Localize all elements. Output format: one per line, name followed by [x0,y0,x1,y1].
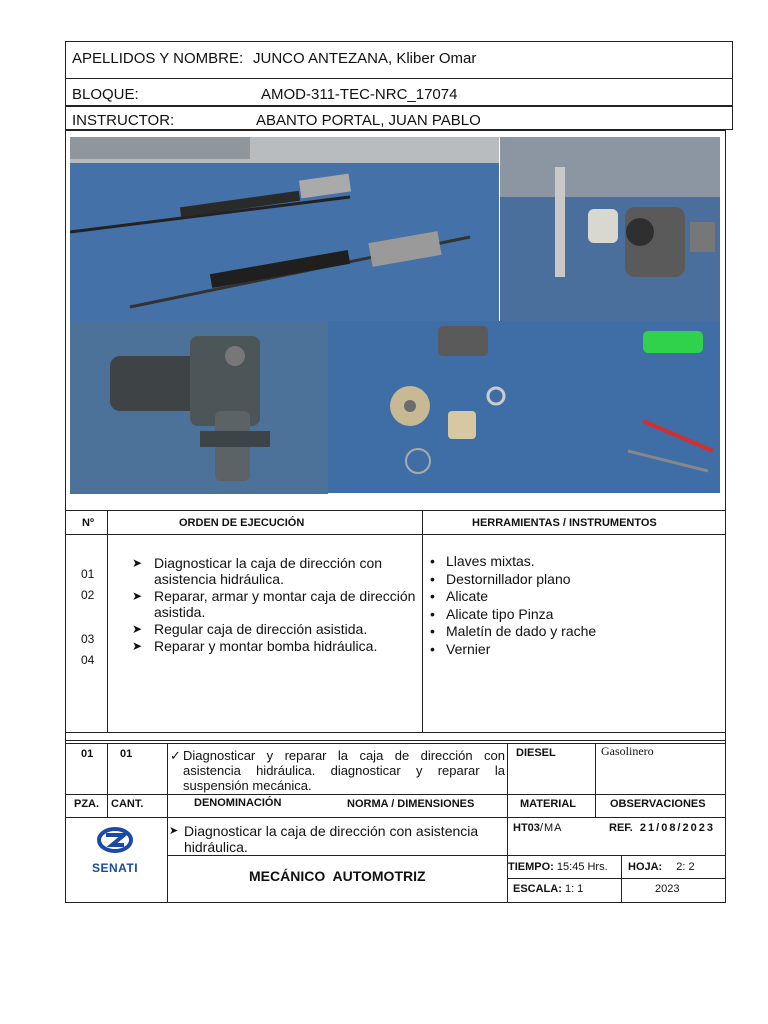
bullet-icon: • [430,623,435,639]
tool-item: • Maletín de dado y rache [430,623,597,639]
steps-list [132,555,422,655]
denominacion-label: DENOMINACIÓN [194,797,282,809]
column-tools-header: HERRAMIENTAS / INSTRUMENTOS [472,517,657,529]
year: 2023 [655,883,680,895]
instructor-label: INSTRUCTOR: [72,112,175,129]
photo-pump-parts [328,321,720,493]
cant-value: 01 [120,748,133,760]
divider [167,855,726,856]
divider [65,817,726,818]
column-order-header: ORDEN DE EJECUCIÓN [179,517,305,529]
cant-label: CANT. [111,798,144,810]
arrow-icon: ➤ [132,556,143,570]
pza-value: 01 [81,748,94,760]
bloque-value: AMOD-311-TEC-NRC_17074 [261,86,458,103]
tool-item: • Alicate [430,588,489,604]
step-item: ➤ Diagnosticar la caja de dirección con asistencia hidráulica. [132,555,383,587]
material-value: DIESEL [516,747,556,759]
step-item: ➤ Regular caja de dirección asistida. [132,621,368,637]
pza-label: PZA. [74,798,100,810]
divider [107,743,108,794]
execution-table-divider-2 [422,510,423,733]
step-numbers [81,567,101,667]
tools-list [428,553,718,658]
task-text: ➤ Diagnosticar la caja de dirección con asistencia hidráulica. [169,823,479,855]
check-icon: ✓ [170,748,181,763]
material-label: MATERIAL [520,798,577,810]
senati-logo-text: SENATI [91,861,139,875]
divider [595,743,596,817]
tool-item: • Vernier [430,640,491,657]
photo-disassembled-parts [500,137,720,321]
step-number: 04 [81,653,95,667]
execution-table-header-line [65,534,726,535]
bullet-icon: • [430,588,435,604]
name-label: APELLIDOS Y NOMBRE: [72,50,244,67]
bullet-icon: • [430,570,435,587]
instructor-value: ABANTO PORTAL, JUAN PABLO [256,112,481,129]
step-number: 03 [81,632,95,646]
divider [167,743,168,903]
course-title: MECÁNICO AUTOMOTRIZ [249,868,426,884]
arrow-icon: ➤ [132,639,143,653]
header-name-row [65,41,733,79]
senati-logo [82,826,148,875]
bullet-icon: • [430,605,435,622]
escala: ESCALA: 1: 1 [513,883,584,895]
arrow-icon: ➤ [132,589,143,603]
bloque-label: BLOQUE: [72,86,139,103]
divider [65,794,726,795]
norma-label: NORMA / DIMENSIONES [347,798,475,810]
ht-code: HT03/MA [513,822,563,834]
step-item: ➤ Reparar, armar y montar caja de dirección asistida. [132,588,416,620]
bottom-top-line [65,740,726,741]
divider [507,743,508,903]
execution-table-divider-1 [107,510,108,733]
bullet-icon: • [430,553,435,569]
observaciones-label: OBSERVACIONES [610,798,706,810]
name-value: JUNCO ANTEZANA, Kliber Omar [253,50,477,67]
observaciones-value: Gasolinero [601,744,654,758]
tool-item: • Llaves mixtas. [430,553,535,569]
divider [107,794,108,817]
hoja: HOJA: 2: 2 [628,861,695,873]
arrow-icon: ➤ [132,622,143,636]
tiempo: TIEMPO: 15:45 Hrs. [508,861,608,873]
arrow-icon: ➤ [169,825,179,837]
step-number: 02 [81,588,95,602]
senati-logo-icon [82,826,148,856]
bullet-icon: • [430,640,435,657]
divider [507,878,726,879]
ref: REF. 21/08/2023 [609,822,715,834]
step-number: 01 [81,567,95,581]
header-bloque-row [65,78,733,106]
step-item: ➤ Reparar y montar bomba hidráulica. [132,638,378,654]
column-number-header: Nº [82,517,94,529]
header-instructor-row [65,106,733,130]
photo-steering-box [70,321,328,494]
tool-item: • Destornillador plano [430,570,571,587]
photo-steering-racks [70,137,499,321]
tool-item: • Alicate tipo Pinza [430,605,554,622]
denominacion-value: ✓ Diagnosticar y reparar la caja de dirección con asistencia hidráulica. diagnosticar y reparar la suspensión mecánica. [170,748,505,793]
divider [621,855,622,903]
